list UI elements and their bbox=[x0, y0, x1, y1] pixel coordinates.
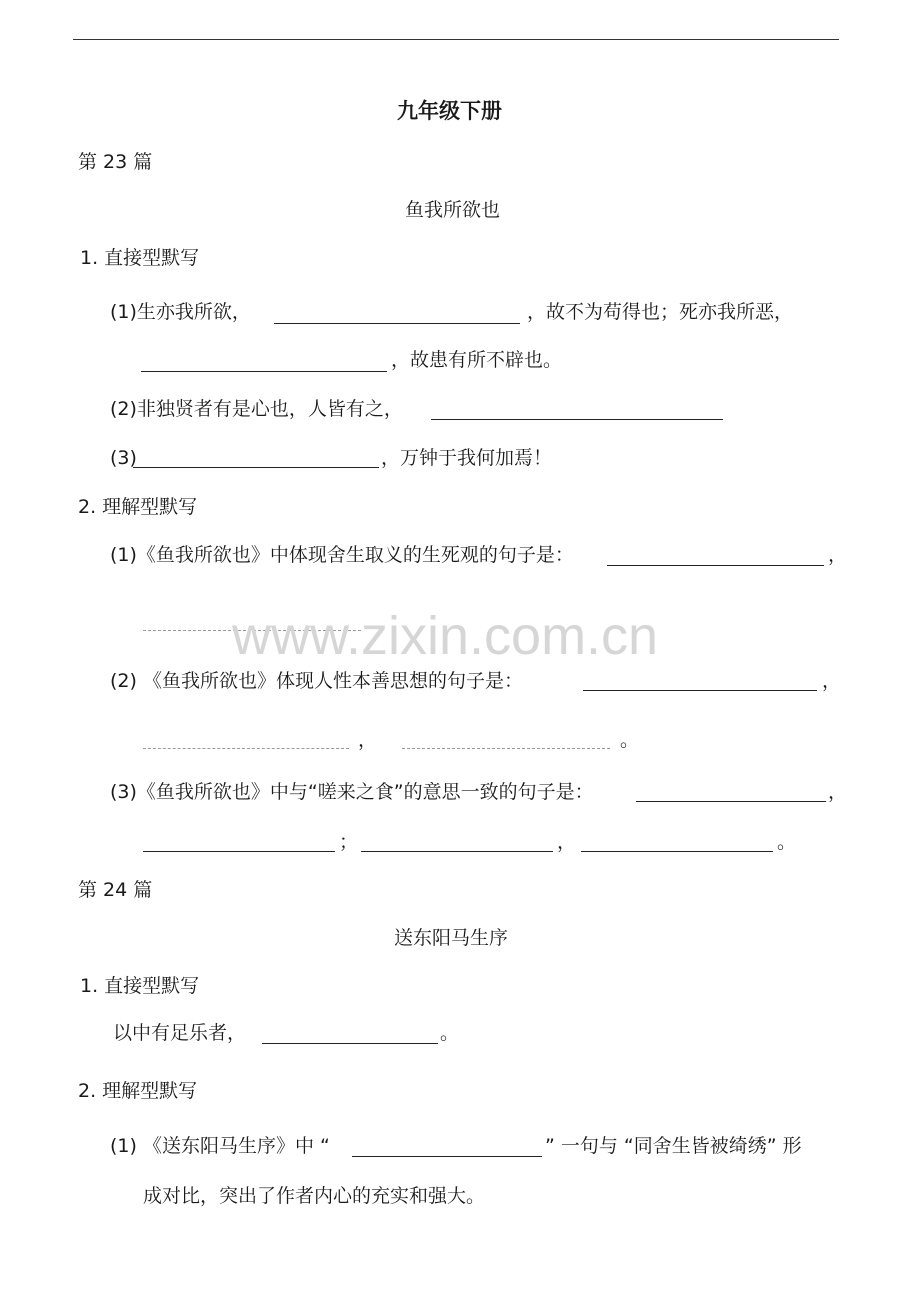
q2-3-blank-c[interactable] bbox=[361, 851, 553, 852]
q1-2-text-a: (2)非独贤者有是心也，人皆有之， bbox=[110, 398, 403, 420]
q2-3-text-d: ， bbox=[557, 831, 577, 853]
section-heading-23: 第 23 篇 bbox=[78, 151, 153, 173]
q1-1-blank-a[interactable] bbox=[274, 323, 520, 324]
q2-3-text-c: ； bbox=[339, 831, 359, 853]
s24-q2-text-a: (1) 《送东阳马生序》中 “ bbox=[110, 1135, 330, 1157]
q2-1-text-b: ， bbox=[828, 544, 848, 566]
q2-2-text-c: ， bbox=[358, 729, 378, 751]
q2-2-text-b: ， bbox=[822, 670, 842, 692]
page-title: 九年级下册 bbox=[397, 99, 502, 123]
s24-q2-text-b: ” 一句与 “同舍生皆被绮绣” 形 bbox=[545, 1135, 802, 1157]
q2-label-23: 2. 理解型默写 bbox=[78, 496, 198, 518]
poem-title-24: 送东阳马生序 bbox=[394, 927, 509, 949]
q1-2-blank[interactable] bbox=[431, 419, 723, 420]
q1-1-text-a: (1)生亦我所欲， bbox=[110, 301, 251, 323]
q1-3-text-a: (3) bbox=[110, 447, 137, 469]
q1-label-23: 1. 直接型默写 bbox=[80, 247, 200, 269]
q2-2-blank-b[interactable] bbox=[143, 748, 349, 749]
q1-1-text-b: ，故不为苟得也；死亦我所恶， bbox=[527, 301, 794, 323]
q1-3-text-b: ，万钟于我何加焉！ bbox=[381, 447, 553, 469]
watermark: www.zixin.com.cn bbox=[232, 606, 659, 666]
s24-q1-blank[interactable] bbox=[262, 1043, 438, 1044]
q2-2-text-a: (2) 《鱼我所欲也》体现人性本善思想的句子是： bbox=[110, 670, 523, 692]
q2-2-text-d: 。 bbox=[620, 729, 640, 751]
q2-3-text-b: ， bbox=[828, 781, 848, 803]
q1-1-text-c: ，故患有所不辟也。 bbox=[391, 349, 563, 371]
s24-q2-blank[interactable] bbox=[352, 1156, 542, 1157]
s24-q1-text-a: 以中有足乐者， bbox=[113, 1022, 247, 1044]
section-heading-24: 第 24 篇 bbox=[78, 879, 153, 901]
q2-1-blank-a[interactable] bbox=[607, 565, 824, 566]
q2-3-blank-d[interactable] bbox=[581, 851, 773, 852]
q2-3-blank-b[interactable] bbox=[143, 851, 335, 852]
q2-3-text-e: 。 bbox=[777, 831, 797, 853]
q1-label-24: 1. 直接型默写 bbox=[80, 975, 200, 997]
q1-1-blank-b[interactable] bbox=[141, 371, 387, 372]
poem-title-23: 鱼我所欲也 bbox=[405, 199, 501, 221]
q1-3-blank[interactable] bbox=[133, 467, 379, 468]
q2-2-blank-a[interactable] bbox=[583, 690, 817, 691]
q2-3-text-a: (3)《鱼我所欲也》中与“嗟来之食”的意思一致的句子是： bbox=[110, 781, 594, 803]
q2-3-blank-a[interactable] bbox=[636, 801, 826, 802]
q2-2-blank-c[interactable] bbox=[402, 748, 610, 749]
header-rule bbox=[73, 39, 839, 40]
q2-label-24: 2. 理解型默写 bbox=[78, 1080, 198, 1102]
s24-q1-text-b: 。 bbox=[440, 1022, 460, 1044]
s24-q2-text-c: 成对比，突出了作者内心的充实和强大。 bbox=[143, 1185, 486, 1207]
q2-1-text-a: (1)《鱼我所欲也》中体现舍生取义的生死观的句子是： bbox=[110, 544, 574, 566]
